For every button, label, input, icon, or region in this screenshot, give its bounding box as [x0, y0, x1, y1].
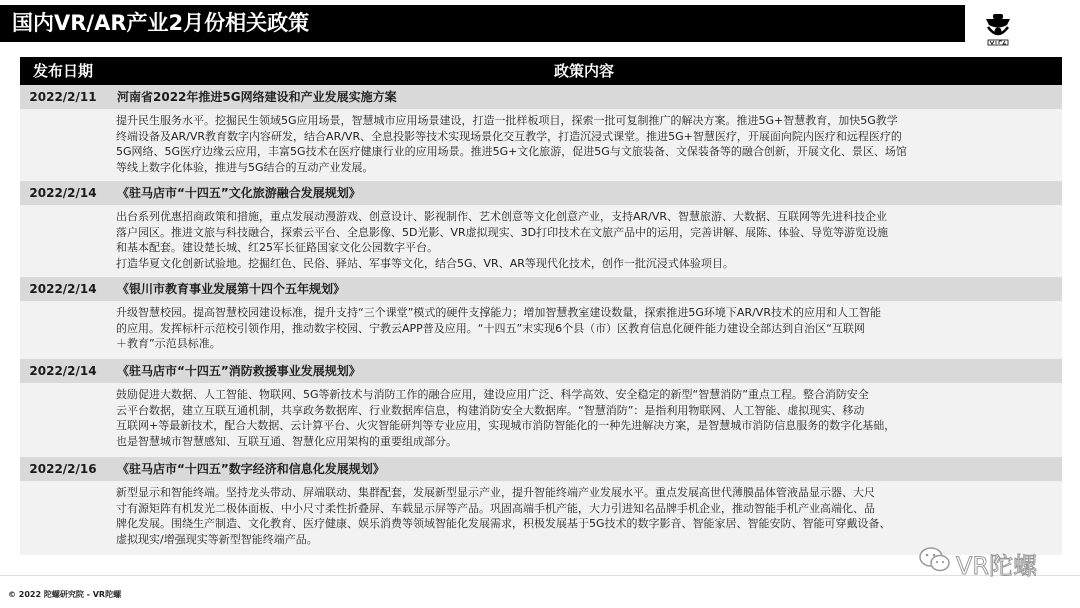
policy-title: 《驻马店市“十四五”文化旅游融合发展规划》: [117, 186, 361, 200]
policy-title: 《驻马店市“十四五”数字经济和信息化发展规划》: [117, 462, 385, 476]
policy-row-head: [20, 457, 1062, 481]
policy-content: [106, 383, 1062, 457]
policy-title: 《银川市教育事业发展第十四个五年规划》: [117, 282, 346, 296]
policy-line: 牌化发展。围绕生产制造、文化教育、医疗健康、娱乐消费等领域智能化发展需求，积极发展基于5G技术的数字影音、智能家居、智能安防、智能可穿戴设备、: [116, 517, 891, 530]
policy-line: 的应用。发挥标杆示范校引领作用，推动数字校园、宁教云APP普及应用。“十四五”末实现6个县（市）区教育信息化硬件能力建设全部达到自治区“互联网: [116, 321, 865, 335]
policy-line: 新型显示和智能终端。坚持龙头带动、屏端联动、集群配套，发展新型显示产业，提升智能终端产业发展水平。重点发展高世代薄膜晶体管液晶显示器、大尺: [116, 486, 875, 499]
header-date: 发布日期: [32, 62, 93, 80]
policy-line: 寸有源矩阵有机发光二极体面板、中小尺寸柔性折叠屏、车载显示屏等产品。巩固高端手机产能，大力引进知名品牌手机企业，推动智能手机产业高端化、品: [116, 501, 875, 515]
policy-line: 出台系列优惠招商政策和措施，重点发展动漫游戏、创意设计、影视制作、艺术创意等文化创意产业，支持AR/VR、智慧旅游、大数据、互联网等先进科技企业: [116, 210, 888, 223]
date-column-spacer: [20, 383, 106, 457]
date-column-spacer: [20, 109, 106, 181]
policy-date: 2022/2/14: [29, 186, 97, 200]
policy-content: [106, 205, 1062, 277]
policy-table: [20, 57, 1062, 555]
policy-line: 终端设备及AR/VR教育数字内容研发，结合AR/VR、全息投影等技术实现场景化交互教学，打造沉浸式课堂。推进5G+智慧医疗，开展面向院内医疗和远程医疗的: [116, 129, 902, 143]
policy-row-body: [20, 481, 1062, 555]
policy-line: 虚拟现实/增强现实等新型智能终端产品。: [116, 532, 318, 546]
wechat-icon: [918, 545, 952, 575]
wechat-watermark: [918, 542, 1076, 578]
table-header: [20, 57, 1062, 85]
policy-row-body: [20, 109, 1062, 181]
policy-date: 2022/2/14: [29, 282, 97, 296]
policy-row-head: [20, 277, 1062, 301]
footer: [0, 575, 1080, 608]
policy-line: 升级智慧校园。提高智慧校园建设标准，提升支持“三个课堂”模式的硬件支撑能力；增加智慧教室建设数量，探索推进5G环境下AR/VR技术的应用和人工智能: [116, 306, 881, 319]
policy-line: 云平台数据，建立互联互通机制，共享政务数据库、行业数据库信息，构建消防安全大数据库。“智慧消防”：是指利用物联网、人工智能、虚拟现实、移动: [116, 403, 865, 417]
policy-row-body: [20, 205, 1062, 277]
policy-title: 河南省2022年推进5G网络建设和产业发展实施方案: [117, 90, 397, 104]
policy-content: [106, 109, 1062, 181]
copyright-text: © 2022 陀螺研究院 - VR陀螺: [8, 590, 122, 599]
policy-line: 落户园区。推进文旅与科技融合，探索云平台、全息影像、5D光影、VR虚拟现实、3D打印技术在文旅产品中的运用，完善讲解、展陈、体验、导览等游览设施: [116, 225, 889, 239]
vr-tuoluo-logo-icon: [972, 3, 1024, 49]
policy-line: 和基本配套。建设楚长城、红25军长征路国家文化公园数字平台。: [116, 241, 438, 254]
policy-title: 《驻马店市“十四五”消防救援事业发展规划》: [117, 364, 361, 378]
policy-line: 5G网络、5G医疗边缘云应用，丰富5G技术在医疗健康行业的应用场景。推进5G+文化旅游，促进5G与文旅装备、文保装备等的融合创新，开展文化、景区、场馆: [116, 145, 907, 158]
policy-date: 2022/2/14: [29, 364, 97, 378]
policy-date: 2022/2/16: [29, 462, 97, 476]
policy-line: 也是智慧城市智慧感知、互联互通、智慧化应用架构的重要组成部分。: [116, 434, 457, 448]
policy-line: 互联网+等最新技术，配合大数据、云计算平台、火灾智能研判等专业应用，实现城市消防智能化的一种先进解决方案，是智慧城市消防信息服务的数字化基础，: [116, 419, 896, 432]
policy-line: 提升民生服务水平。挖掘民生领域5G应用场景，智慧城市应用场景建设，打造一批样板项目，探索一批可复制推广的解决方案。推进5G+智慧教育，加快5G教学: [116, 114, 898, 127]
policy-line: ＋教育”示范县标准。: [116, 337, 221, 350]
policy-row-head: [20, 359, 1062, 383]
date-column-spacer: [20, 481, 106, 555]
policy-row-head: [20, 181, 1062, 205]
watermark-text: VR陀螺: [956, 552, 1038, 580]
policy-row-body: [20, 383, 1062, 457]
title-bar: [0, 0, 1080, 46]
page-title: 国内VR/AR产业2月份相关政策: [12, 11, 310, 35]
date-column-spacer: [20, 205, 106, 277]
policy-line: 打造华夏文化创新试验地。挖掘红色、民俗、驿站、军事等文化，结合5G、VR、AR等现代化技术，创作一批沉浸式体验项目。: [116, 256, 734, 270]
policy-content: [106, 301, 1062, 359]
policy-date: 2022/2/11: [29, 90, 97, 104]
date-column-spacer: [20, 301, 106, 359]
policy-line: 鼓励促进大数据、人工智能、物联网、5G等新技术与消防工作的融合应用，建设应用广泛、科学高效、安全稳定的新型“智慧消防”重点工程。整合消防安全: [116, 388, 869, 401]
header-content: 政策内容: [553, 62, 614, 80]
policy-line: 等线上数字化体验，推进与5G结合的互动产业发展。: [116, 160, 374, 174]
policy-row-body: [20, 301, 1062, 359]
policy-row-head: [20, 85, 1062, 109]
